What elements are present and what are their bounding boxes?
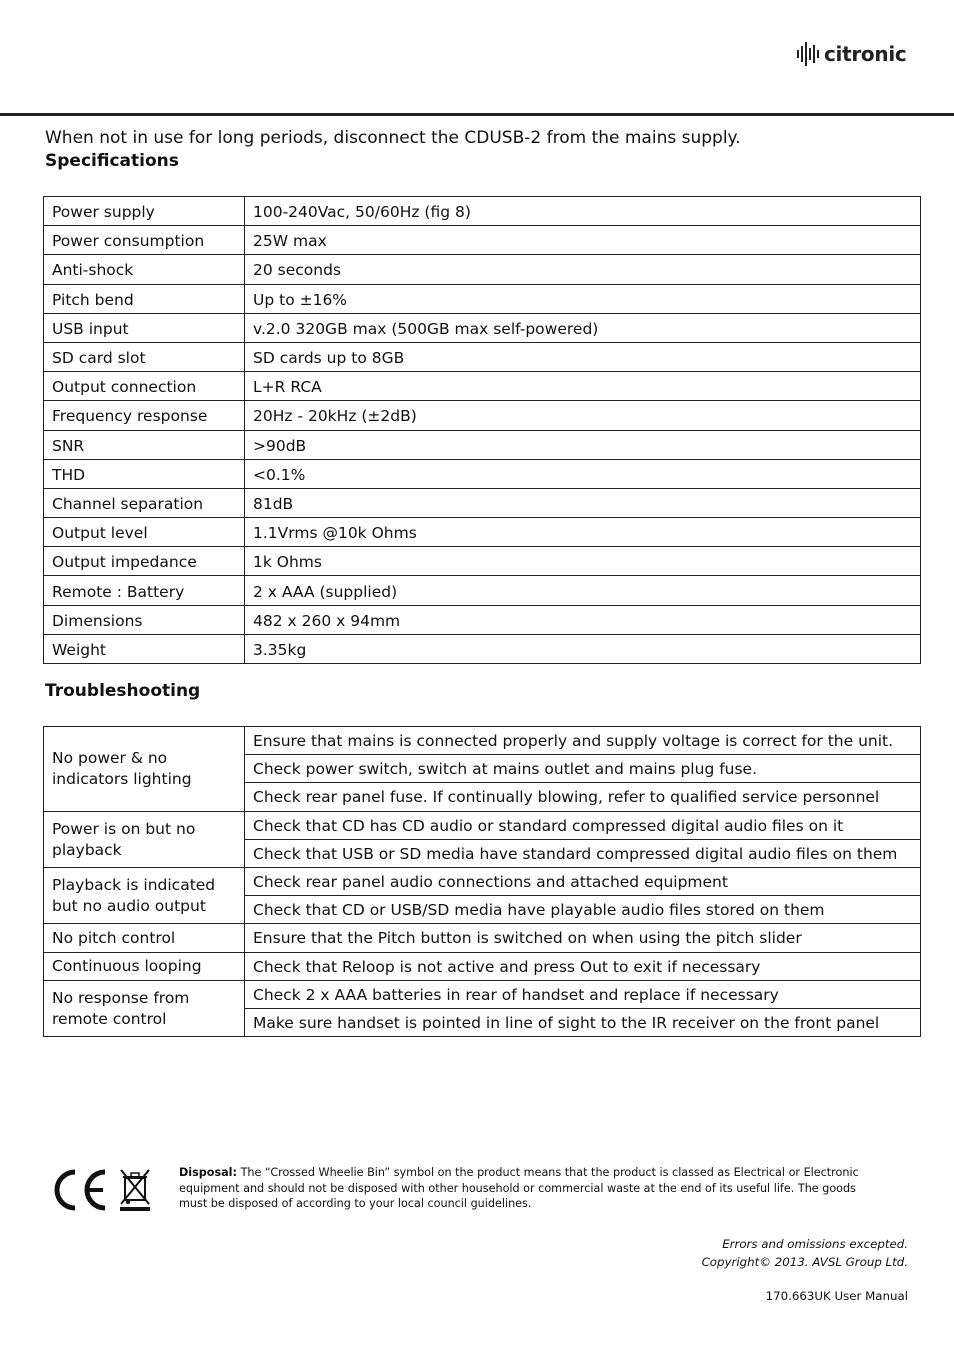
solution-cell: Check rear panel audio connections and attached equipment	[245, 867, 921, 895]
disposal-label: Disposal:	[179, 1166, 237, 1179]
spec-value: <0.1%	[245, 459, 921, 488]
spec-label: Output level	[44, 518, 245, 547]
spec-value: 3.35kg	[245, 634, 921, 663]
spec-value: 482 x 260 x 94mm	[245, 605, 921, 634]
spec-value: L+R RCA	[245, 372, 921, 401]
errors-text: Errors and omissions excepted.	[722, 1237, 908, 1251]
spec-label: USB input	[44, 313, 245, 342]
spec-row	[44, 488, 921, 517]
solution-cell: Check power switch, switch at mains outlet and mains plug fuse.	[245, 755, 921, 783]
waveform-logo-icon	[797, 42, 819, 66]
spec-row	[44, 342, 921, 371]
spec-value: Up to ±16%	[245, 284, 921, 313]
problem-cell: No power & no indicators lighting	[44, 727, 245, 812]
spec-label: Output connection	[44, 372, 245, 401]
spec-row	[44, 430, 921, 459]
specifications-heading: Specifications	[45, 151, 179, 171]
spec-row	[44, 401, 921, 430]
solution-cell: Make sure handset is pointed in line of sight to the IR receiver on the front panel	[245, 1008, 921, 1036]
solution-cell: Check rear panel fuse. If continually blowing, refer to qualified service personnel	[245, 783, 921, 811]
spec-row	[44, 459, 921, 488]
troubleshooting-row	[44, 727, 921, 755]
spec-row	[44, 576, 921, 605]
spec-label: Channel separation	[44, 488, 245, 517]
spec-label: Remote : Battery	[44, 576, 245, 605]
spec-row	[44, 518, 921, 547]
solution-cell: Ensure that the Pitch button is switched on when using the pitch slider	[245, 924, 921, 952]
troubleshooting-row	[44, 867, 921, 895]
problem-cell: Power is on but no playback	[44, 811, 245, 867]
spec-value: 20 seconds	[245, 255, 921, 284]
spec-value: 25W max	[245, 226, 921, 255]
spec-row	[44, 313, 921, 342]
legal-notice	[702, 1235, 908, 1271]
solution-cell: Check that USB or SD media have standard compressed digital audio files on them	[245, 839, 921, 867]
solution-cell: Check that CD or USB/SD media have playable audio files stored on them	[245, 896, 921, 924]
disposal-text: The “Crossed Wheelie Bin” symbol on the product means that the product is classed as Electrical or Electronic equipment and should not be disposed with other household or commercial waste at the end of its useful life. The goods must be disposed of according to your local council guidelines.	[179, 1166, 859, 1211]
spec-row	[44, 226, 921, 255]
spec-label: Power consumption	[44, 226, 245, 255]
intro-text: When not in use for long periods, disconnect the CDUSB-2 from the mains supply.	[45, 128, 741, 148]
solution-cell: Check that Reloop is not active and press Out to exit if necessary	[245, 952, 921, 980]
spec-value: 1.1Vrms @10k Ohms	[245, 518, 921, 547]
spec-value: SD cards up to 8GB	[245, 342, 921, 371]
spec-label: Power supply	[44, 197, 245, 226]
copyright-text: Copyright© 2013. AVSL Group Ltd.	[701, 1255, 908, 1269]
solution-cell: Ensure that mains is connected properly and supply voltage is correct for the unit.	[245, 727, 921, 755]
spec-value: 1k Ohms	[245, 547, 921, 576]
specifications-table	[43, 196, 921, 664]
spec-label: Weight	[44, 634, 245, 663]
problem-cell: No response from remote control	[44, 980, 245, 1036]
spec-label: THD	[44, 459, 245, 488]
brand-logo	[797, 42, 906, 66]
disposal-notice	[179, 1165, 879, 1212]
solution-cell: Check 2 x AAA batteries in rear of handset and replace if necessary	[245, 980, 921, 1008]
spec-label: SNR	[44, 430, 245, 459]
spec-value: v.2.0 320GB max (500GB max self-powered)	[245, 313, 921, 342]
spec-value: >90dB	[245, 430, 921, 459]
spec-row	[44, 284, 921, 313]
spec-row	[44, 197, 921, 226]
manual-reference: 170.663UK User Manual	[765, 1289, 908, 1303]
spec-row	[44, 634, 921, 663]
troubleshooting-row	[44, 811, 921, 839]
spec-label: Frequency response	[44, 401, 245, 430]
ce-mark-icon	[53, 1168, 109, 1212]
spec-row	[44, 255, 921, 284]
spec-value: 2 x AAA (supplied)	[245, 576, 921, 605]
troubleshooting-heading: Troubleshooting	[45, 681, 201, 701]
problem-cell: Continuous looping	[44, 952, 245, 980]
brand-name: citronic	[824, 42, 907, 66]
troubleshooting-row	[44, 980, 921, 1008]
crossed-wheelie-bin-icon	[117, 1168, 153, 1212]
header-rule	[0, 113, 954, 116]
spec-row	[44, 605, 921, 634]
spec-label: Anti-shock	[44, 255, 245, 284]
solution-cell: Check that CD has CD audio or standard compressed digital audio files on it	[245, 811, 921, 839]
spec-label: Dimensions	[44, 605, 245, 634]
troubleshooting-table	[43, 726, 921, 1037]
spec-label: Output impedance	[44, 547, 245, 576]
problem-cell: Playback is indicated but no audio output	[44, 867, 245, 923]
spec-value: 100-240Vac, 50/60Hz (fig 8)	[245, 197, 921, 226]
troubleshooting-row	[44, 952, 921, 980]
spec-label: SD card slot	[44, 342, 245, 371]
spec-row	[44, 547, 921, 576]
spec-value: 20Hz - 20kHz (±2dB)	[245, 401, 921, 430]
spec-row	[44, 372, 921, 401]
spec-value: 81dB	[245, 488, 921, 517]
compliance-icons	[53, 1168, 153, 1212]
spec-label: Pitch bend	[44, 284, 245, 313]
troubleshooting-row	[44, 924, 921, 952]
problem-cell: No pitch control	[44, 924, 245, 952]
